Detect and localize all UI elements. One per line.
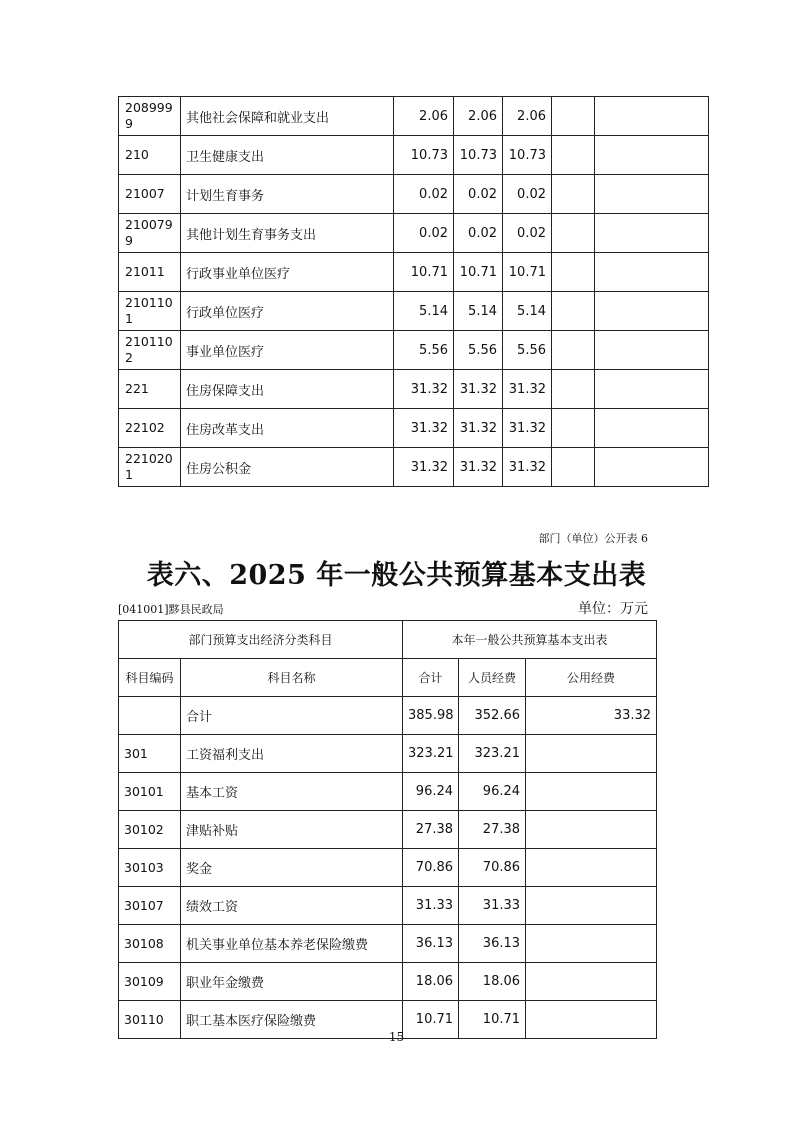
row-code: 2100799 — [119, 214, 181, 253]
row-total: 96.24 — [403, 773, 459, 811]
row-name: 奖金 — [181, 849, 403, 887]
row-public: 33.32 — [526, 697, 657, 735]
row-value-3: 5.56 — [503, 331, 552, 370]
row-value-5 — [595, 97, 709, 136]
row-value-1: 5.56 — [394, 331, 454, 370]
row-code: 210 — [119, 136, 181, 175]
table-row — [119, 849, 657, 887]
row-value-2: 10.71 — [454, 253, 503, 292]
header-annual-basic-expenditure: 本年一般公共预算基本支出表 — [403, 621, 657, 659]
row-total: 27.38 — [403, 811, 459, 849]
row-name: 住房保障支出 — [181, 370, 394, 409]
row-name: 事业单位医疗 — [181, 331, 394, 370]
row-code: 2101102 — [119, 331, 181, 370]
table-row — [119, 735, 657, 773]
row-value-4 — [552, 175, 595, 214]
table-row — [119, 887, 657, 925]
row-value-2: 0.02 — [454, 175, 503, 214]
table-row — [119, 331, 709, 370]
row-name: 住房改革支出 — [181, 409, 394, 448]
row-value-4 — [552, 214, 595, 253]
row-name: 工资福利支出 — [181, 735, 403, 773]
row-personnel: 31.33 — [459, 887, 526, 925]
row-value-3: 31.32 — [503, 409, 552, 448]
row-code: 30103 — [119, 849, 181, 887]
row-code: 2089999 — [119, 97, 181, 136]
row-name: 住房公积金 — [181, 448, 394, 487]
department-label: [041001]黟县民政局 — [118, 603, 224, 616]
row-value-1: 31.32 — [394, 370, 454, 409]
row-personnel: 27.38 — [459, 811, 526, 849]
row-personnel: 70.86 — [459, 849, 526, 887]
row-value-3: 31.32 — [503, 448, 552, 487]
row-value-3: 2.06 — [503, 97, 552, 136]
row-code: 2210201 — [119, 448, 181, 487]
row-value-3: 31.32 — [503, 370, 552, 409]
col-code-header: 科目编码 — [119, 659, 181, 697]
row-code: 21007 — [119, 175, 181, 214]
row-name: 行政单位医疗 — [181, 292, 394, 331]
table-row — [119, 370, 709, 409]
row-public — [526, 963, 657, 1001]
row-value-5 — [595, 136, 709, 175]
row-total: 323.21 — [403, 735, 459, 773]
public-table-label: 部门（单位）公开表 6 — [538, 532, 648, 545]
row-value-1: 0.02 — [394, 175, 454, 214]
unit-label: 单位：万元 — [578, 601, 648, 617]
row-value-4 — [552, 292, 595, 331]
row-total: 36.13 — [403, 925, 459, 963]
row-name: 卫生健康支出 — [181, 136, 394, 175]
row-value-5 — [595, 292, 709, 331]
budget-table-continued — [118, 96, 709, 487]
table-row — [119, 697, 657, 735]
row-public — [526, 773, 657, 811]
row-value-2: 31.32 — [454, 409, 503, 448]
row-public — [526, 735, 657, 773]
row-public — [526, 849, 657, 887]
row-value-2: 31.32 — [454, 448, 503, 487]
row-value-5 — [595, 448, 709, 487]
table-row — [119, 175, 709, 214]
table-row — [119, 963, 657, 1001]
table-row — [119, 448, 709, 487]
row-value-2: 5.14 — [454, 292, 503, 331]
row-value-4 — [552, 331, 595, 370]
row-value-3: 10.71 — [503, 253, 552, 292]
row-code: 221 — [119, 370, 181, 409]
row-personnel: 36.13 — [459, 925, 526, 963]
row-public — [526, 887, 657, 925]
row-code: 301 — [119, 735, 181, 773]
row-value-1: 10.73 — [394, 136, 454, 175]
row-personnel: 96.24 — [459, 773, 526, 811]
row-code: 30110 — [119, 1001, 181, 1039]
row-value-3: 0.02 — [503, 214, 552, 253]
row-name: 计划生育事务 — [181, 175, 394, 214]
row-code: 30107 — [119, 887, 181, 925]
row-name: 津贴补贴 — [181, 811, 403, 849]
row-value-5 — [595, 175, 709, 214]
row-total: 31.33 — [403, 887, 459, 925]
row-total: 385.98 — [403, 697, 459, 735]
row-value-2: 10.73 — [454, 136, 503, 175]
row-name: 合计 — [181, 697, 403, 735]
row-name: 绩效工资 — [181, 887, 403, 925]
row-code: 30102 — [119, 811, 181, 849]
row-value-4 — [552, 370, 595, 409]
row-value-4 — [552, 409, 595, 448]
table-row — [119, 136, 709, 175]
row-personnel: 352.66 — [459, 697, 526, 735]
row-value-2: 5.56 — [454, 331, 503, 370]
table-row — [119, 253, 709, 292]
row-name: 其他计划生育事务支出 — [181, 214, 394, 253]
row-value-4 — [552, 448, 595, 487]
row-value-4 — [552, 136, 595, 175]
row-value-5 — [595, 253, 709, 292]
table-row — [119, 773, 657, 811]
row-value-3: 0.02 — [503, 175, 552, 214]
header-economic-category: 部门预算支出经济分类科目 — [119, 621, 403, 659]
row-name: 基本工资 — [181, 773, 403, 811]
row-code: 30101 — [119, 773, 181, 811]
col-public-header: 公用经费 — [526, 659, 657, 697]
row-value-2: 0.02 — [454, 214, 503, 253]
row-name: 职工基本医疗保险缴费 — [181, 1001, 403, 1039]
row-personnel: 10.71 — [459, 1001, 526, 1039]
row-code: 2101101 — [119, 292, 181, 331]
row-value-4 — [552, 97, 595, 136]
page-title: 表六、2025 年一般公共预算基本支出表 — [146, 560, 647, 591]
row-code — [119, 697, 181, 735]
col-personnel-header: 人员经费 — [459, 659, 526, 697]
row-total: 70.86 — [403, 849, 459, 887]
table-row — [119, 214, 709, 253]
table-row — [119, 409, 709, 448]
basic-expenditure-table — [118, 620, 657, 1039]
row-name: 机关事业单位基本养老保险缴费 — [181, 925, 403, 963]
row-value-3: 10.73 — [503, 136, 552, 175]
table-subheader-row — [119, 659, 657, 697]
row-value-1: 2.06 — [394, 97, 454, 136]
row-value-1: 0.02 — [394, 214, 454, 253]
row-code: 22102 — [119, 409, 181, 448]
row-value-2: 2.06 — [454, 97, 503, 136]
page-number: 15 — [388, 1030, 405, 1044]
col-name-header: 科目名称 — [181, 659, 403, 697]
col-total-header: 合计 — [403, 659, 459, 697]
row-value-1: 10.71 — [394, 253, 454, 292]
row-value-1: 5.14 — [394, 292, 454, 331]
table-row — [119, 811, 657, 849]
row-code: 30109 — [119, 963, 181, 1001]
row-name: 行政事业单位医疗 — [181, 253, 394, 292]
row-code: 21011 — [119, 253, 181, 292]
row-value-1: 31.32 — [394, 448, 454, 487]
row-name: 其他社会保障和就业支出 — [181, 97, 394, 136]
row-value-5 — [595, 370, 709, 409]
row-value-5 — [595, 214, 709, 253]
row-personnel: 323.21 — [459, 735, 526, 773]
row-public — [526, 811, 657, 849]
row-value-2: 31.32 — [454, 370, 503, 409]
row-value-1: 31.32 — [394, 409, 454, 448]
row-code: 30108 — [119, 925, 181, 963]
row-value-3: 5.14 — [503, 292, 552, 331]
row-total: 18.06 — [403, 963, 459, 1001]
row-public — [526, 925, 657, 963]
table-header-row — [119, 621, 657, 659]
table-row — [119, 97, 709, 136]
table-row — [119, 925, 657, 963]
row-value-5 — [595, 331, 709, 370]
table-row — [119, 292, 709, 331]
row-value-5 — [595, 409, 709, 448]
row-name: 职业年金缴费 — [181, 963, 403, 1001]
row-personnel: 18.06 — [459, 963, 526, 1001]
row-total: 10.71 — [403, 1001, 459, 1039]
row-value-4 — [552, 253, 595, 292]
